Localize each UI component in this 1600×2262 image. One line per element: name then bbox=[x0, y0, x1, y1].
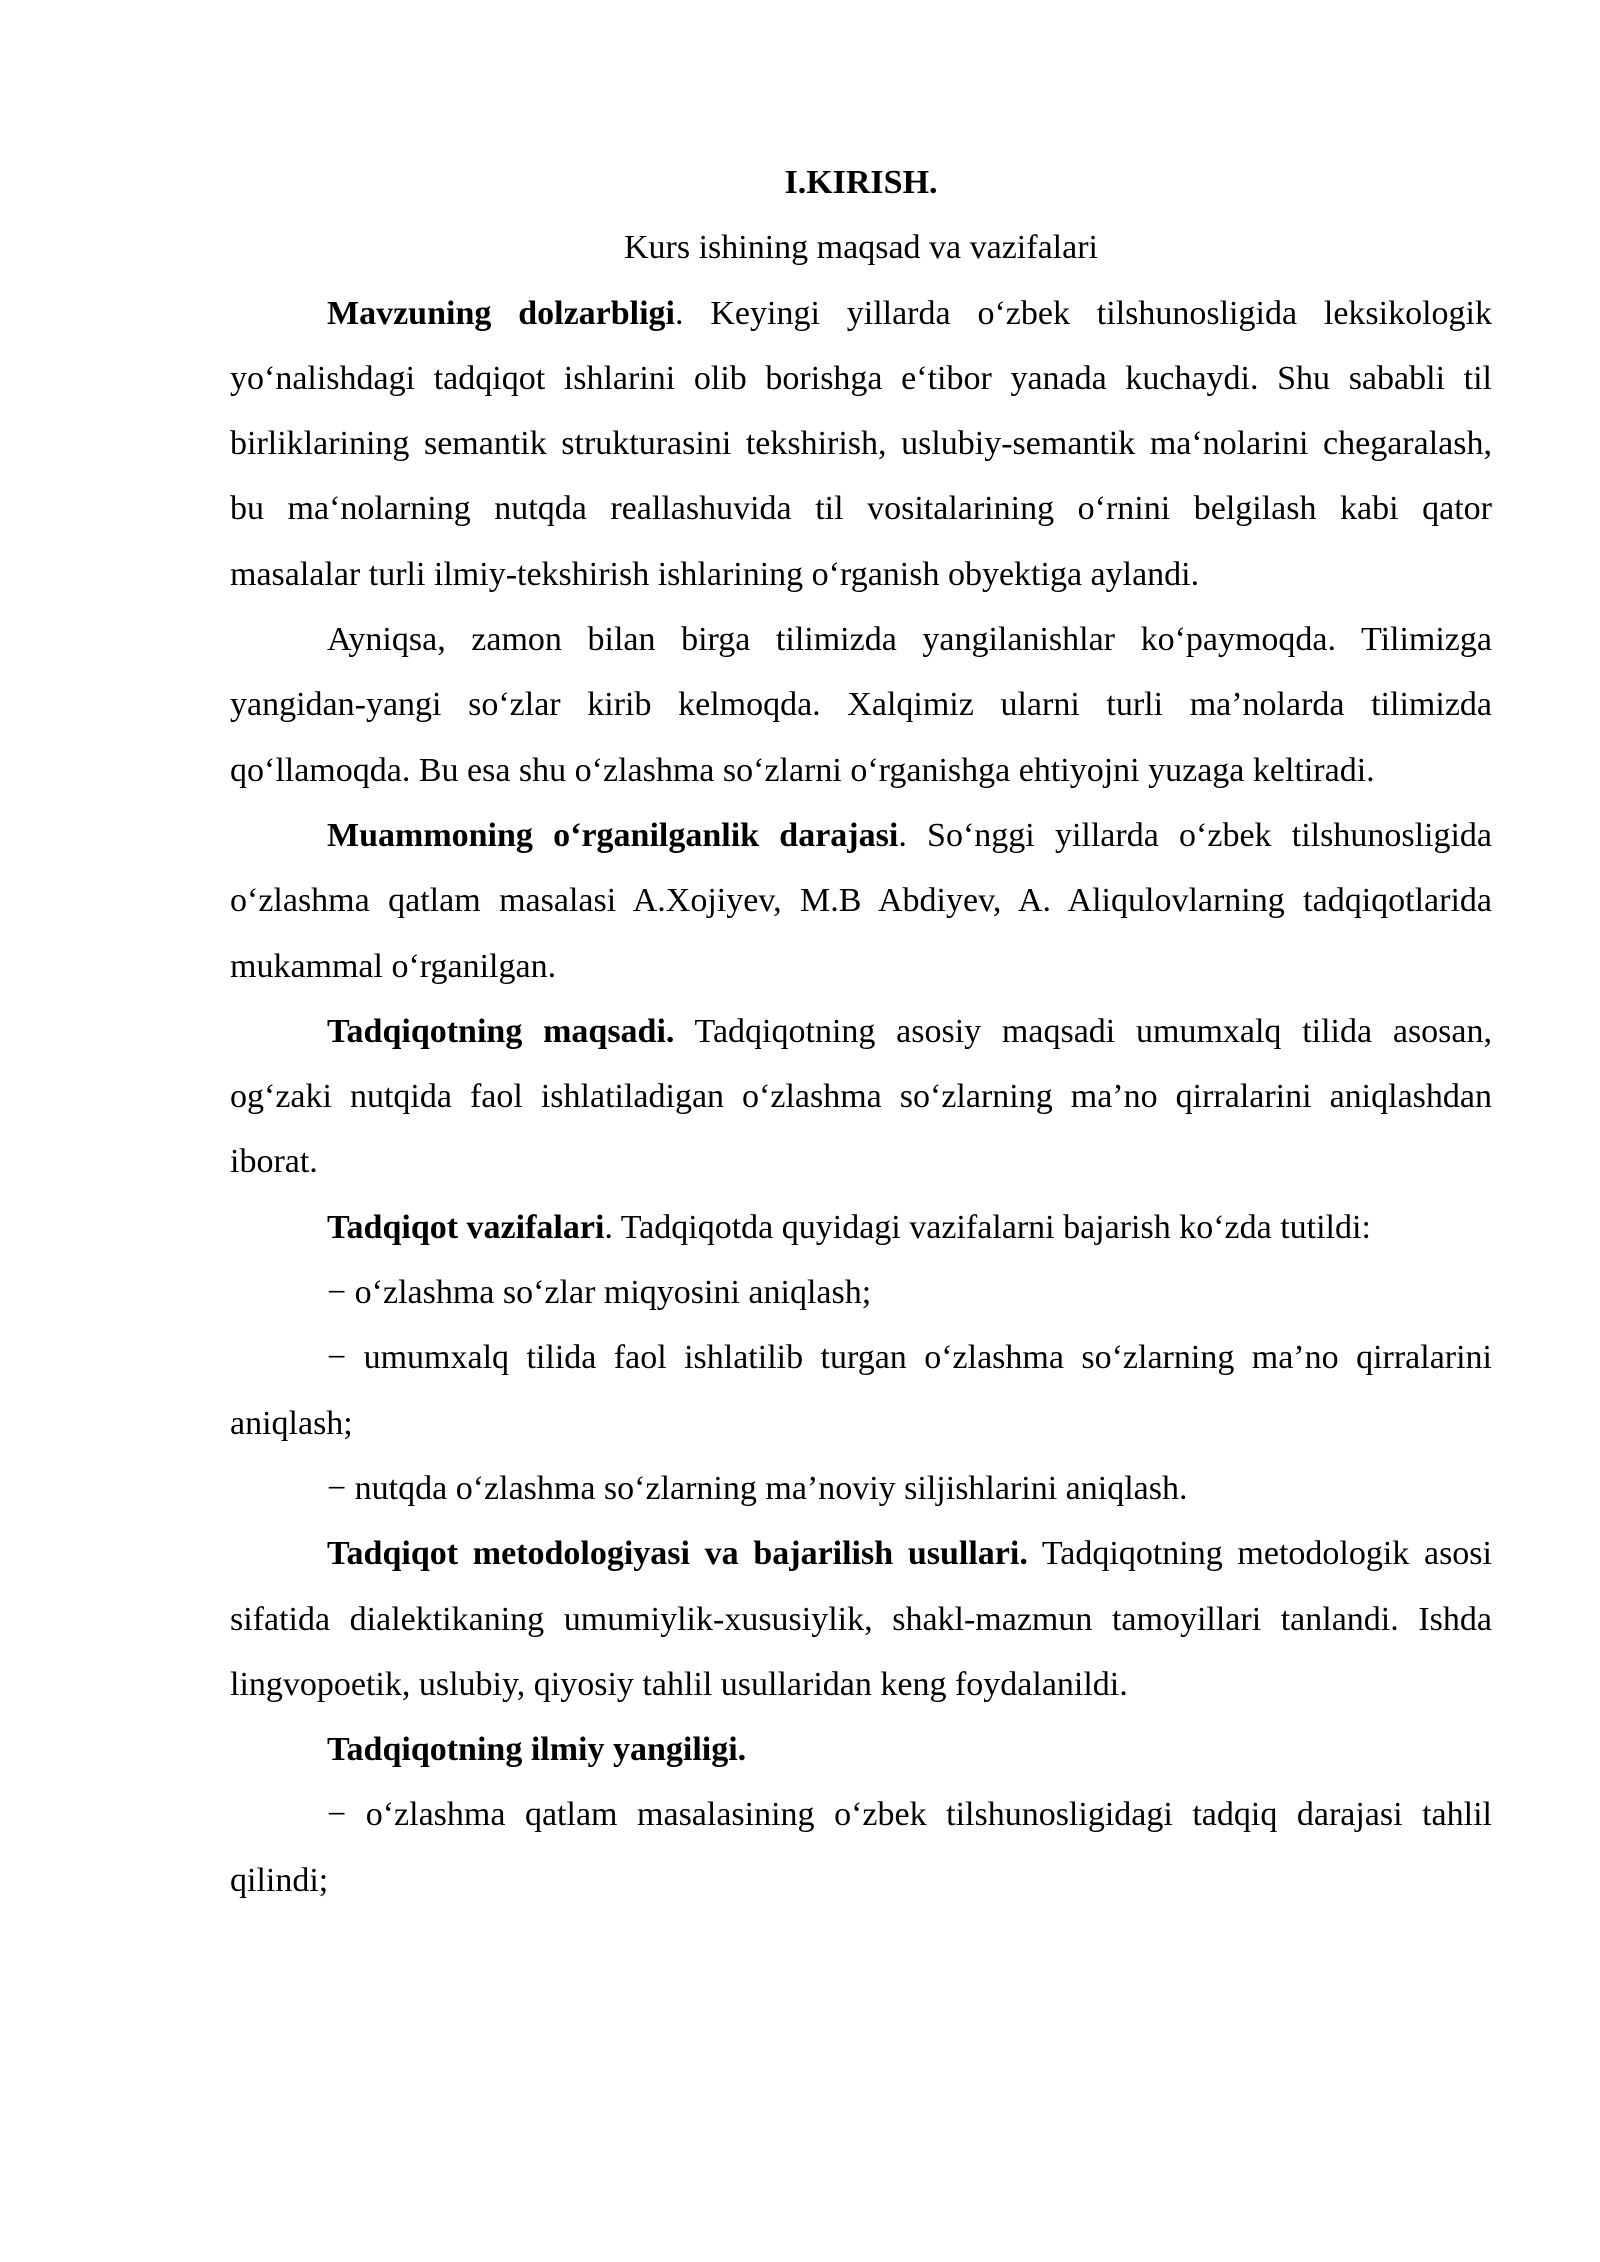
heading-yangilik: Tadqiqotning ilmiy yangiligi. bbox=[327, 1731, 747, 1769]
paragraph-dolzarblik bbox=[230, 281, 1492, 607]
list-item: − nutqda o‘zlashma so‘zlarning ma’noviy siljishlarini aniqlash. bbox=[327, 1469, 1188, 1507]
list-item: − o‘zlashma qatlam masalasining o‘zbek tilshunosligidagi tadqiq darajasi tahlil qilindi; bbox=[230, 1796, 1492, 1899]
page-subtitle: Kurs ishining maqsad va vazifalari bbox=[624, 229, 1098, 267]
heading-dolzarblik-punct: . bbox=[675, 294, 684, 332]
document-page bbox=[230, 150, 1492, 1913]
heading-vazifalar: Tadqiqot vazifalari bbox=[327, 1208, 605, 1246]
list-item: − o‘zlashma so‘zlar miqyosini aniqlash; bbox=[327, 1274, 872, 1312]
heading-maqsad: Tadqiqotning maqsadi. bbox=[327, 1012, 675, 1050]
text-metodologiya: Tadqiqotning metodologik asosi sifatida dialektikaning umumiylik-xususiylik, shakl-mazmun tamoyillari tanlandi. Ishda lingvopoetik, uslubiy, qiyosiy tahlil usullaridan keng foydalanildi. bbox=[230, 1535, 1492, 1703]
heading-organilganlik: Muammoning o‘rganilganlik darajasi bbox=[327, 816, 899, 854]
heading-dolzarblik: Mavzuning dolzarbligi bbox=[327, 294, 675, 332]
text-ayniqsa: Ayniqsa, zamon bilan birga tilimizda yangilanishlar ko‘paymoqda. Tilimizga yangidan-yangi so‘zlar kirib kelmoqda. Xalqimiz ularni turli ma’nolarda tilimizda qo‘llamoqda. Bu esa shu o‘zlashma so‘zlarni o‘rganishga ehtiyojni yuzaga keltiradi. bbox=[230, 621, 1492, 789]
text-vazifalar: . Tadqiqotda quyidagi vazifalarni bajarish ko‘zda tutildi: bbox=[604, 1208, 1371, 1246]
list-item: − umumxalq tilida faol ishlatilib turgan o‘zlashma so‘zlarning ma’no qirralarini aniqlash; bbox=[230, 1339, 1492, 1442]
page-title: I.KIRISH. bbox=[784, 164, 938, 201]
paragraph-vazifalar bbox=[230, 1195, 1492, 1260]
text-organilganlik: So‘nggi yillarda o‘zbek tilshunosligida o‘zlashma qatlam masalasi A.Xojiyev, M.B Abdiyev, A. Aliqulovlarning tadqiqotlarida mukammal o‘rganilgan. bbox=[230, 816, 1492, 985]
paragraph-maqsad bbox=[230, 999, 1492, 1195]
text-dolzarblik: Keyingi yillarda o‘zbek tilshunosligida leksikologik yo‘nalishdagi tadqiqot ishlarini olib borishga e‘tibor yanada kuchaydi. Shu sababli til birliklarining semantik strukturasini tekshirish, uslubiy-semantik ma‘nolarini chegaralash, bu ma‘nolarning nutqda reallashuvida til vositalarining o‘rnini belgilash kabi qator masalalar turli ilmiy-tekshirish ishlarining o‘rganish obyektiga aylandi. bbox=[230, 294, 1492, 593]
paragraph-organilganlik bbox=[230, 803, 1492, 999]
paragraph-yangilik bbox=[230, 1717, 1492, 1782]
heading-organilganlik-punct: . bbox=[898, 816, 907, 854]
text-maqsad: Tadqiqotning asosiy maqsadi umumxalq tilida asosan, og‘zaki nutqida faol ishlatiladigan o‘zlashma so‘zlarning ma’no qirralarini aniqlashdan iborat. bbox=[230, 1012, 1492, 1181]
paragraph-metodologiya bbox=[230, 1521, 1492, 1717]
paragraph-ayniqsa bbox=[230, 607, 1492, 803]
heading-metodologiya: Tadqiqot metodologiyasi va bajarilish usullari. bbox=[327, 1535, 1028, 1573]
